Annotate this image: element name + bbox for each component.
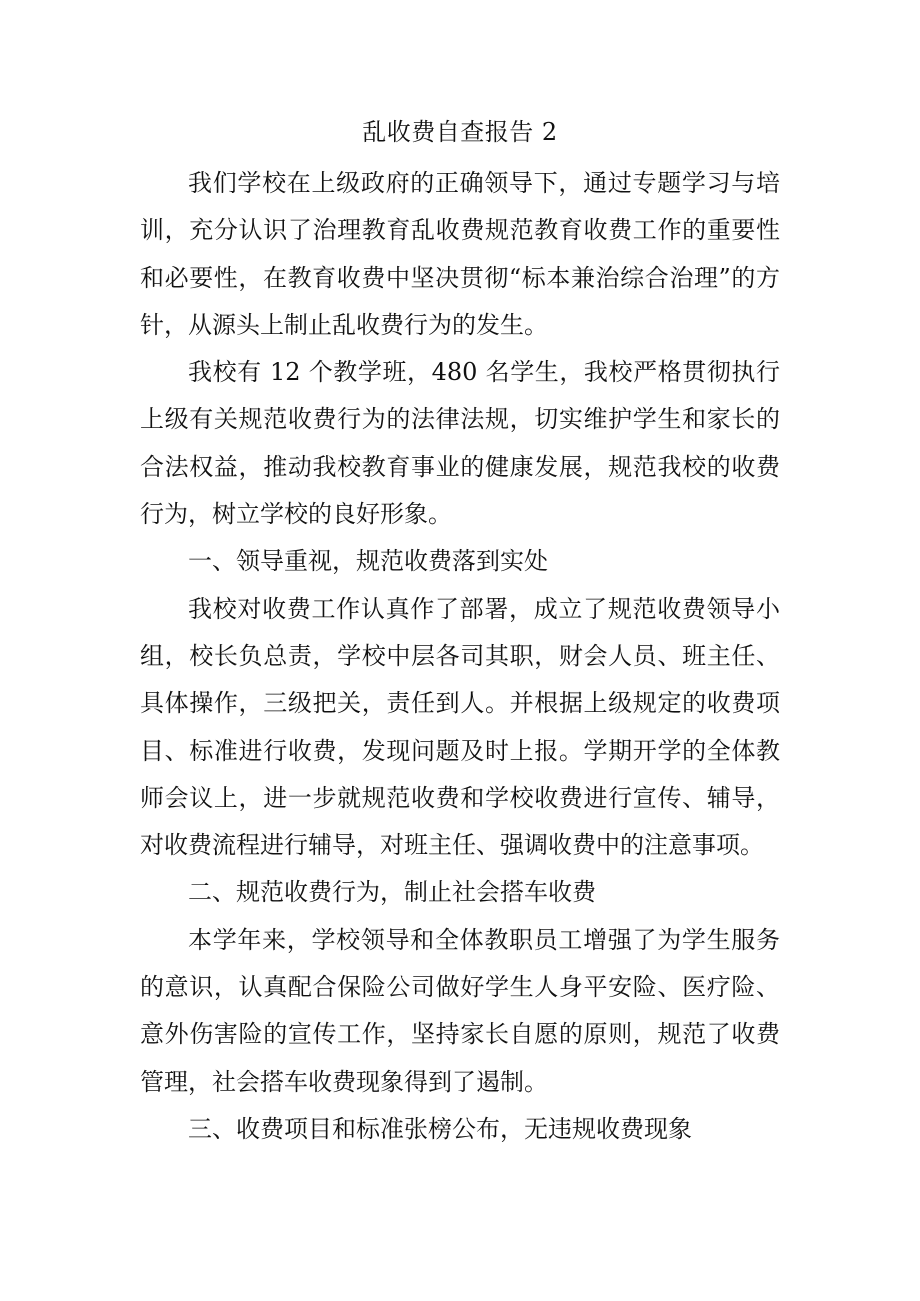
document-title: 乱收费自查报告 2	[362, 118, 558, 146]
section-heading-1: 一、领导重视，规范收费落到实处	[188, 547, 548, 576]
paragraph-regulation: 本学年来，学校领导和全体教职员工增强了为学生服务的意识，认真配合保险公司做好学生人身平安险、医疗险、意外伤害险的宣传工作，坚持家长自愿的原则，规范了收费管理，社会搭车收费现象得到了遏制。	[140, 925, 780, 1096]
paragraph-school-overview: 我校有 12 个教学班，480 名学生，我校严格贯彻执行上级有关规范收费行为的法律法规，切实维护学生和家长的合法权益，推动我校教育事业的健康发展，规范我校的收费行为，树立学校的良好形象。	[140, 358, 780, 529]
paragraph-leadership: 我校对收费工作认真作了部署，成立了规范收费领导小组，校长负总责，学校中层各司其职，财会人员、班主任、具体操作，三级把关，责任到人。并根据上级规定的收费项目、标准进行收费，发现问题及时上报。学期开学的全体教师会议上，进一步就规范收费和学校收费进行宣传、辅导，对收费流程进行辅导，对班主任、强调收费中的注意事项。	[140, 594, 780, 860]
paragraph-intro: 我们学校在上级政府的正确领导下，通过专题学习与培训，充分认识了治理教育乱收费规范教育收费工作的重要性和必要性，在教育收费中坚决贯彻“标本兼治综合治理”的方针，从源头上制止乱收费行为的发生。	[140, 169, 780, 339]
section-heading-2: 二、规范收费行为，制止社会搭车收费	[188, 878, 596, 907]
document-body	[140, 160, 780, 1153]
section-heading-3: 三、收费项目和标准张榜公布，无违规收费现象	[188, 1114, 692, 1143]
